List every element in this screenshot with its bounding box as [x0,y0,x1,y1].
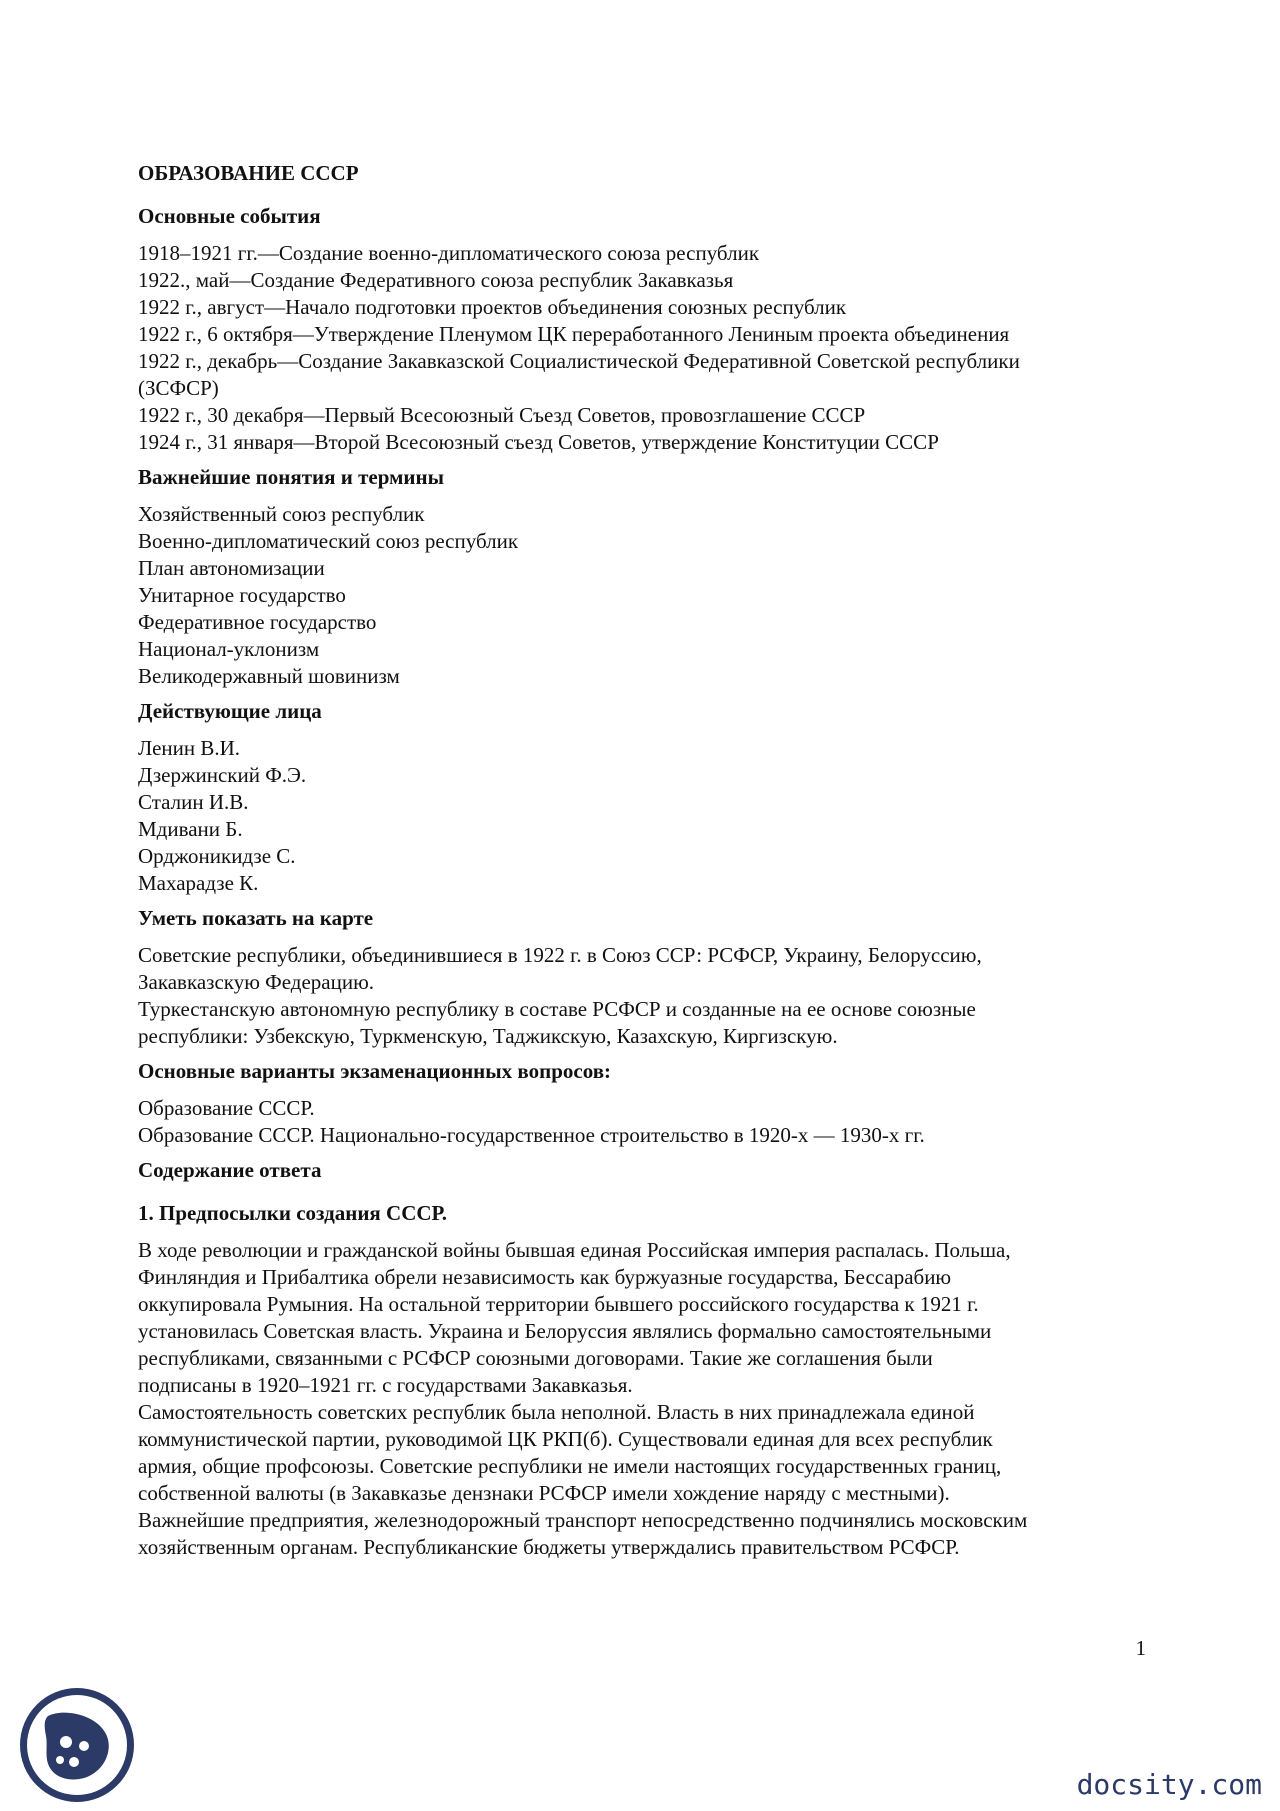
answer-line: подписаны в 1920–1921 гг. с государствами Закавказья. [138,1373,633,1397]
persons-list [138,735,1148,897]
answer-line: республиками, связанными с РСФСР союзными договорами. Такие же соглашения были [138,1346,933,1370]
event-line: (ЗСФСР) [138,376,219,400]
exam-heading: Основные варианты экзаменационных вопросов: [138,1059,612,1083]
person-line: Дзержинский Ф.Э. [138,763,307,787]
events-list [138,240,1148,456]
persons-heading: Действующие лица [138,699,322,723]
event-line: 1922., май—Создание Федеративного союза республик Закавказья [138,268,734,292]
answer-line: коммунистической партии, руководимой ЦК РКП(б). Существовали единая для всех республик [138,1427,993,1451]
answer-line: хозяйственным органам. Республиканские бюджеты утверждались правительством РСФСР. [138,1535,960,1559]
answer-line: оккупировала Румыния. На остальной территории бывшего российского государства к 1921 г. [138,1292,979,1316]
term-line: Национал-уклонизм [138,637,320,661]
event-line: 1924 г., 31 января—Второй Всесоюзный съезд Советов, утверждение Конституции СССР [138,430,939,454]
docsity-logo-icon [18,1686,136,1804]
docsity-watermark: docsity.com [1076,1768,1262,1801]
term-line: Унитарное государство [138,583,346,607]
terms-list [138,501,1148,690]
answer-line: армия, общие профсоюзы. Советские республики не имели настоящих государственных границ, [138,1454,1002,1478]
map-line: республики: Узбекскую, Туркменскую, Таджикскую, Казахскую, Киргизскую. [138,1024,838,1048]
map-line: Туркестанскую автономную республику в составе РСФСР и созданные на ее основе союзные [138,997,976,1021]
term-line: Военно-дипломатический союз республик [138,529,519,553]
person-line: Сталин И.В. [138,790,249,814]
answer-line: Важнейшие предприятия, железнодорожный транспорт непосредственно подчинялись московским [138,1508,1028,1532]
event-line: 1922 г., август—Начало подготовки проектов объединения союзных республик [138,295,847,319]
event-line: 1918–1921 гг.—Создание военно-дипломатического союза республик [138,241,760,265]
event-line: 1922 г., 30 декабря—Первый Всесоюзный Съезд Советов, провозглашение СССР [138,403,866,427]
term-line: Великодержавный шовинизм [138,664,400,688]
person-line: Мдивани Б. [138,817,243,841]
term-line: Хозяйственный союз республик [138,502,425,526]
answer-line: Финляндия и Прибалтика обрели независимость как буржуазные государства, Бессарабию [138,1265,952,1289]
exam-line: Образование СССР. Национально-государственное строительство в 1920-х — 1930-х гг. [138,1123,925,1147]
person-line: Махарадзе К. [138,871,259,895]
answer-heading: Содержание ответа [138,1158,322,1182]
term-line: Федеративное государство [138,610,377,634]
map-list [138,942,1148,1050]
person-line: Орджоникидзе С. [138,844,296,868]
document-title: ОБРАЗОВАНИЕ СССР [138,161,359,185]
answer-line: Самостоятельность советских республик была неполной. Власть в них принадлежала единой [138,1400,975,1424]
event-line: 1922 г., 6 октября—Утверждение Пленумом ЦК переработанного Лениным проекта объединения [138,322,1010,346]
map-line: Советские республики, объединившиеся в 1922 г. в Союз ССР: РСФСР, Украину, Белоруссию, [138,943,982,967]
answer-line: В ходе революции и гражданской войны бывшая единая Российская империя распалась. Польша, [138,1238,1011,1262]
map-line: Закавказскую Федерацию. [138,970,375,994]
document-content [138,160,1148,1561]
exam-line: Образование СССР. [138,1096,315,1120]
page-number: 1 [1135,1636,1146,1660]
section-title: 1. Предпосылки создания СССР. [138,1201,447,1225]
terms-heading: Важнейшие понятия и термины [138,465,444,489]
answer-line: собственной валюты (в Закавказье дензнаки РСФСР имели хождение наряду с местными). [138,1481,950,1505]
exam-list [138,1095,1148,1149]
answer-line: установилась Советская власть. Украина и Белоруссия являлись формально самостоятельными [138,1319,992,1343]
map-heading: Уметь показать на карте [138,906,374,930]
answer-paragraph [138,1237,1148,1561]
person-line: Ленин В.И. [138,736,241,760]
events-heading: Основные события [138,204,321,228]
term-line: План автономизации [138,556,325,580]
event-line: 1922 г., декабрь—Создание Закавказской Социалистической Федеративной Советской республики [138,349,1020,373]
